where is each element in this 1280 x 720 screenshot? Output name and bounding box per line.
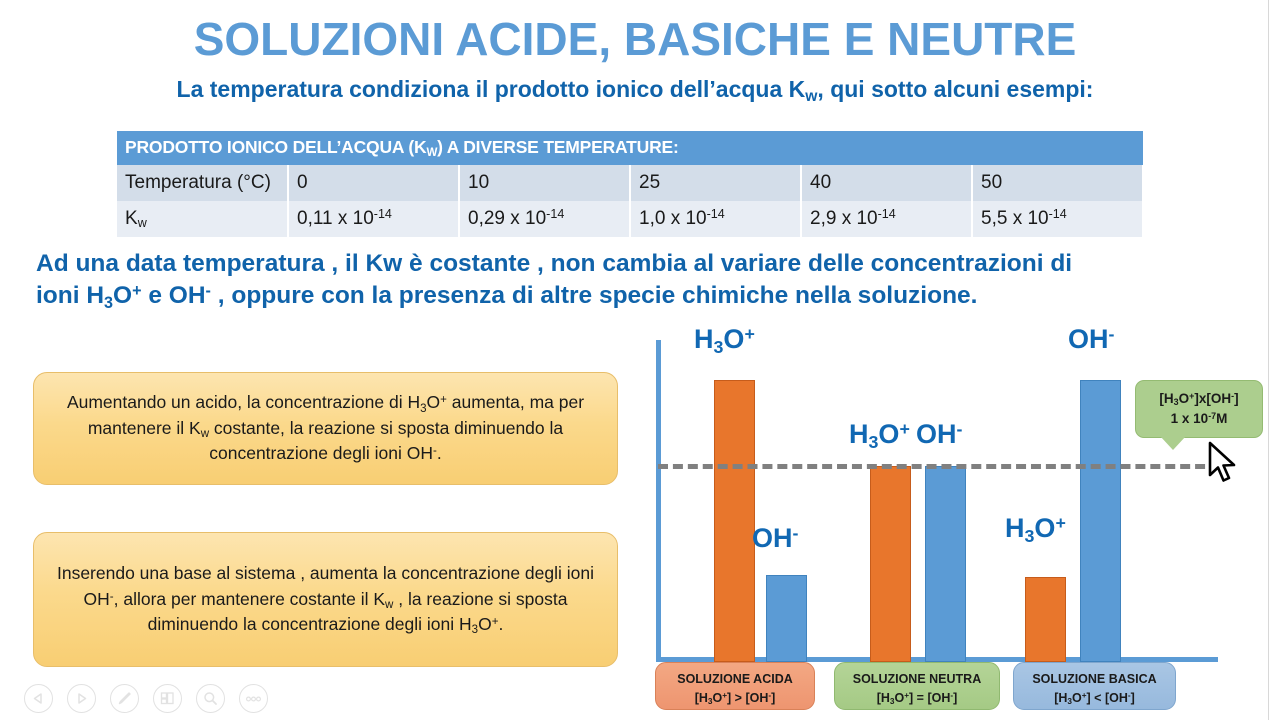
legend-seg-d: ] bbox=[1130, 690, 1135, 705]
row-label-kw-text: K bbox=[125, 207, 138, 229]
kw-mantissa: 1,0 x 10 bbox=[639, 207, 707, 229]
subtitle-part2: , qui sotto alcuni esempi: bbox=[817, 76, 1094, 102]
kw-table-container bbox=[117, 131, 1144, 237]
label-subscript: 3 bbox=[1024, 525, 1035, 546]
legend-sup-minus: - bbox=[950, 691, 954, 701]
paragraph-seg-d: , oppure con la presenza di altre specie chimiche nella soluzione. bbox=[210, 282, 978, 310]
more-options-button[interactable] bbox=[239, 684, 268, 713]
table-header-subscript: W bbox=[426, 147, 438, 160]
chart-label-basica-h3o bbox=[1005, 513, 1066, 544]
label-superscript: + bbox=[899, 418, 910, 439]
legend-sub-3: 3 bbox=[889, 697, 895, 707]
presentation-toolbar bbox=[24, 684, 268, 713]
reference-line-neutral bbox=[658, 464, 1220, 469]
label-superscript: - bbox=[956, 418, 963, 439]
chart-label-acida-h3o bbox=[694, 324, 755, 355]
legend-sub-3: 3 bbox=[707, 697, 713, 707]
kw-value-bubble bbox=[1135, 380, 1263, 438]
legend-formula bbox=[656, 689, 814, 708]
legend-box-soluzione-acida bbox=[655, 662, 815, 710]
kw-mantissa: 0,11 x 10 bbox=[297, 207, 374, 229]
table-row bbox=[117, 201, 1143, 237]
label-subscript: 3 bbox=[713, 336, 724, 357]
kw-exponent: -14 bbox=[373, 206, 392, 221]
legend-seg-c: ] < [OH bbox=[1086, 690, 1128, 705]
temperature-cell-0: 0 bbox=[288, 165, 459, 201]
row-label-kw bbox=[117, 201, 288, 237]
chart-bar-basica-h3o bbox=[1025, 577, 1066, 662]
kw-exponent: -14 bbox=[546, 206, 565, 221]
kw-cell-1 bbox=[459, 201, 630, 237]
label-seg-a: H bbox=[694, 324, 714, 354]
callout1-seg-b: O bbox=[426, 392, 441, 413]
label-seg-a: H bbox=[849, 419, 869, 449]
legend-formula bbox=[835, 689, 999, 708]
ion-concentration-bar-chart bbox=[640, 318, 1280, 720]
pen-annotate-button[interactable] bbox=[110, 684, 139, 713]
chart-bar-acida-h3o bbox=[714, 380, 755, 662]
label-seg-b: O bbox=[1034, 513, 1056, 543]
chart-label-neutra-h3o bbox=[849, 419, 910, 450]
callout1-sup-minus: - bbox=[433, 445, 437, 457]
chart-y-axis bbox=[656, 340, 661, 662]
bubble-seg-d: ] bbox=[1234, 391, 1239, 406]
kw-cell-0 bbox=[288, 201, 459, 237]
table-header-text-a: PRODOTTO IONICO DELL’ACQUA (K bbox=[125, 137, 427, 157]
legend-sub-3: 3 bbox=[1067, 697, 1072, 707]
legend-sup-minus: - bbox=[1127, 691, 1131, 701]
label-superscript: - bbox=[792, 522, 799, 543]
callout2-sub-3: 3 bbox=[471, 624, 479, 637]
bubble-tail bbox=[1160, 436, 1186, 450]
table-header-row bbox=[117, 131, 1143, 165]
bubble-sub-3: 3 bbox=[1173, 397, 1179, 408]
callout-base-explanation bbox=[33, 532, 618, 667]
legend-seg-d: ] bbox=[953, 690, 958, 705]
triangle-right-icon bbox=[75, 692, 88, 705]
legend-seg-b: O bbox=[1071, 690, 1082, 705]
bubble2-seg-b: M bbox=[1216, 410, 1228, 426]
label-seg-b: O bbox=[878, 419, 900, 449]
temperature-cell-4: 50 bbox=[972, 165, 1143, 201]
kw-table bbox=[117, 131, 1144, 237]
label-seg-a: OH bbox=[1068, 324, 1109, 354]
callout2-sup-plus: + bbox=[491, 616, 499, 628]
legend-sup-plus: + bbox=[1081, 691, 1087, 701]
label-seg-a: OH bbox=[752, 523, 793, 553]
callout2-seg-a: Inserendo una base al sistema , aumenta la concentrazione degli ioni OH bbox=[56, 563, 594, 609]
label-seg-a: OH bbox=[916, 419, 957, 449]
row-label-kw-subscript: w bbox=[137, 216, 147, 230]
legend-title: SOLUZIONE ACIDA bbox=[677, 672, 793, 686]
chart-bar-neutra-h3o bbox=[870, 466, 911, 662]
paragraph-line-2 bbox=[36, 280, 1252, 312]
legend-seg-b: O bbox=[712, 690, 723, 705]
legend-seg-a: [H bbox=[1054, 690, 1068, 705]
chart-label-basica-oh bbox=[1068, 324, 1114, 355]
legend-box-soluzione-neutra bbox=[834, 662, 1000, 710]
bubble-seg-b: O bbox=[1178, 391, 1190, 406]
bubble-seg-c: ]x[OH bbox=[1194, 391, 1232, 406]
kw-cell-2 bbox=[630, 201, 801, 237]
chart-bar-basica-oh bbox=[1080, 380, 1121, 662]
label-subscript: 3 bbox=[868, 431, 879, 452]
kw-mantissa: 2,9 x 10 bbox=[810, 207, 878, 229]
pen-icon bbox=[117, 691, 132, 706]
bubble-seg-a: [H bbox=[1159, 391, 1174, 406]
label-superscript: + bbox=[1055, 512, 1066, 533]
temperature-cell-1: 10 bbox=[459, 165, 630, 201]
paragraph-sub-3: 3 bbox=[104, 293, 114, 312]
paragraph-sup-plus: + bbox=[132, 282, 142, 301]
legend-title: SOLUZIONE NEUTRA bbox=[852, 672, 982, 686]
bubble-sup-minus: - bbox=[1231, 391, 1235, 401]
bubble-sup-plus: + bbox=[1189, 391, 1195, 401]
label-seg-a: H bbox=[1005, 513, 1025, 543]
search-icon bbox=[203, 691, 218, 706]
callout1-seg-a: Aumentando un acido, la concentrazione di H bbox=[66, 392, 421, 413]
explanatory-paragraph bbox=[36, 248, 1252, 313]
chart-label-acida-oh bbox=[752, 523, 798, 554]
kw-mantissa: 5,5 x 10 bbox=[981, 207, 1049, 229]
legend-title: SOLUZIONE BASICA bbox=[1032, 672, 1157, 686]
legend-seg-d: ] bbox=[771, 690, 776, 705]
kw-exponent: -14 bbox=[706, 206, 725, 221]
legend-sup-minus: - bbox=[768, 691, 772, 701]
legend-formula bbox=[1014, 689, 1175, 708]
legend-sup-plus: + bbox=[722, 691, 728, 701]
next-slide-button[interactable] bbox=[67, 684, 96, 713]
kw-mantissa: 0,29 x 10 bbox=[468, 207, 547, 229]
callout1-seg-e: . bbox=[436, 443, 442, 464]
paragraph-sup-minus: - bbox=[205, 282, 211, 301]
legend-seg-c: ] > [OH bbox=[727, 690, 769, 705]
kw-exponent: -14 bbox=[877, 206, 896, 221]
bubble-line-2 bbox=[1136, 409, 1262, 429]
bubble-line-1 bbox=[1136, 389, 1262, 409]
paragraph-seg-a: ioni H bbox=[36, 282, 105, 310]
subtitle-part1: La temperatura condiziona il prodotto ionico dell’acqua K bbox=[176, 76, 806, 102]
callout1-seg-c: aumenta, ma per mantenere il K bbox=[87, 392, 585, 438]
label-superscript: - bbox=[1108, 323, 1115, 344]
paragraph-line-1: Ad una data temperatura , il Kw è costante , non cambia al variare delle concentrazioni di bbox=[36, 250, 1073, 277]
callout1-seg-d: costante, la reazione si sposta diminuendo la concentrazione degli ioni OH bbox=[209, 417, 564, 464]
chart-label-neutra-oh bbox=[916, 419, 962, 450]
table-header-cell bbox=[117, 131, 1143, 165]
slide-thumbnails-button[interactable] bbox=[153, 684, 182, 713]
page-title: SOLUZIONI ACIDE, BASICHE E NEUTRE bbox=[193, 13, 1077, 65]
paragraph-seg-c: e OH bbox=[141, 282, 206, 310]
table-header-text-b: ) A DIVERSE TEMPERATURE: bbox=[437, 137, 679, 157]
row-label-temperature: Temperatura (°C) bbox=[117, 165, 288, 201]
subtitle-subscript: w bbox=[805, 88, 818, 106]
callout2-seg-e: . bbox=[498, 614, 504, 635]
kw-cell-4 bbox=[972, 201, 1143, 237]
callout2-sub-w: w bbox=[385, 599, 394, 612]
legend-seg-a: [H bbox=[694, 690, 708, 705]
callout2-sup-minus: - bbox=[109, 590, 114, 603]
callout-acid-explanation bbox=[33, 372, 618, 485]
callout2-seg-c: , la reazione si sposta diminuendo la concentrazione degli ioni H bbox=[147, 588, 568, 635]
kw-exponent: -14 bbox=[1048, 206, 1067, 221]
callout1-sup-plus: + bbox=[440, 394, 447, 407]
triangle-left-icon bbox=[32, 692, 45, 705]
callout-text bbox=[50, 561, 601, 637]
bubble2-sup: -7 bbox=[1208, 410, 1217, 421]
temperature-cell-2: 25 bbox=[630, 165, 801, 201]
ellipsis-icon bbox=[245, 695, 262, 703]
previous-slide-button[interactable] bbox=[24, 684, 53, 713]
label-superscript: + bbox=[744, 323, 755, 344]
chart-bar-neutra-oh bbox=[925, 466, 966, 662]
table-row bbox=[117, 165, 1143, 201]
chart-bar-acida-oh bbox=[766, 575, 807, 662]
label-seg-b: O bbox=[723, 324, 745, 354]
grid-slides-icon bbox=[160, 691, 175, 706]
callout1-sub-3: 3 bbox=[420, 402, 427, 415]
zoom-magnifier-button[interactable] bbox=[196, 684, 225, 713]
callout2-seg-d: O bbox=[478, 614, 492, 635]
page-subtitle bbox=[0, 76, 1270, 106]
callout2-seg-b: , allora per mantenere costante il K bbox=[113, 588, 386, 609]
legend-seg-a: [H bbox=[876, 690, 890, 705]
temperature-cell-3: 40 bbox=[801, 165, 972, 201]
paragraph-seg-b: O bbox=[113, 282, 133, 310]
mouse-cursor-icon bbox=[1208, 441, 1238, 485]
legend-seg-c: ] = [OH bbox=[909, 690, 951, 705]
legend-sup-plus: + bbox=[904, 691, 910, 701]
legend-seg-b: O bbox=[894, 690, 905, 705]
legend-box-soluzione-basica bbox=[1013, 662, 1176, 710]
callout1-sub-w: w bbox=[200, 428, 210, 441]
kw-cell-3 bbox=[801, 201, 972, 237]
bubble2-seg-a: 1 x 10 bbox=[1170, 410, 1209, 426]
callout-text bbox=[50, 390, 601, 466]
